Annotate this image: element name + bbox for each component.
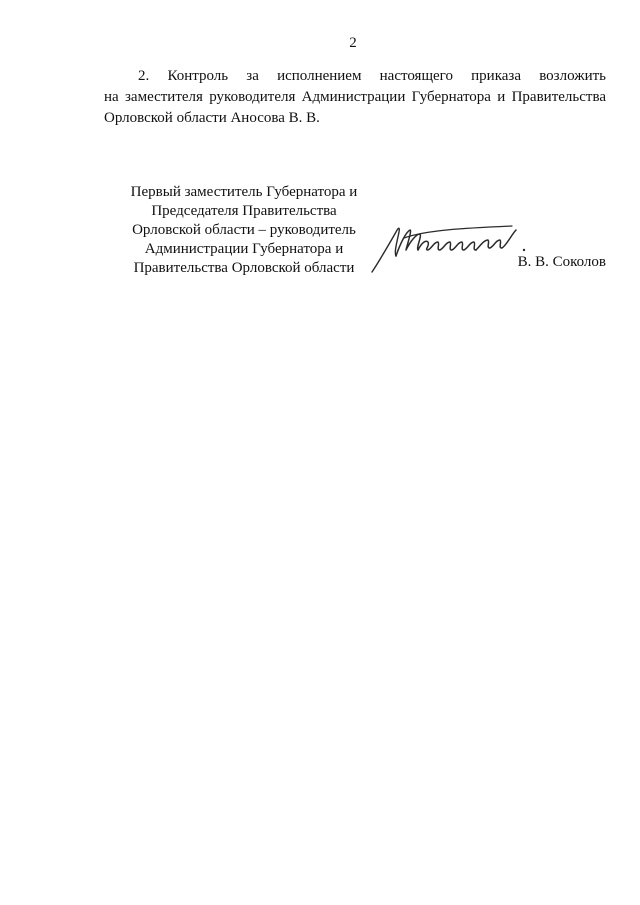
handwritten-signature bbox=[366, 212, 536, 276]
order-paragraph bbox=[104, 66, 606, 129]
signer-title-line-4: Администрации Губернатора и bbox=[144, 241, 344, 257]
page-number: 2 bbox=[349, 35, 357, 51]
paragraph-line-2: на заместителя руководителя Администрации Губернатора и Правительства bbox=[104, 89, 606, 105]
signer-title-line-3: Орловской области – руководитель bbox=[132, 222, 356, 238]
signer-title-line-1: Первый заместитель Губернатора и bbox=[130, 184, 358, 200]
paragraph-line-1: 2. Контроль за исполнением настоящего приказа возложить bbox=[138, 68, 606, 84]
signer-name: В. В. Соколов bbox=[517, 254, 606, 270]
signer-title-line-2: Председателя Правительства bbox=[151, 203, 337, 219]
signer-title-line-5: Правительства Орловской области bbox=[133, 260, 355, 276]
paragraph-line-3: Орловской области Аносова В. В. bbox=[104, 110, 320, 126]
signer-title bbox=[112, 183, 376, 278]
